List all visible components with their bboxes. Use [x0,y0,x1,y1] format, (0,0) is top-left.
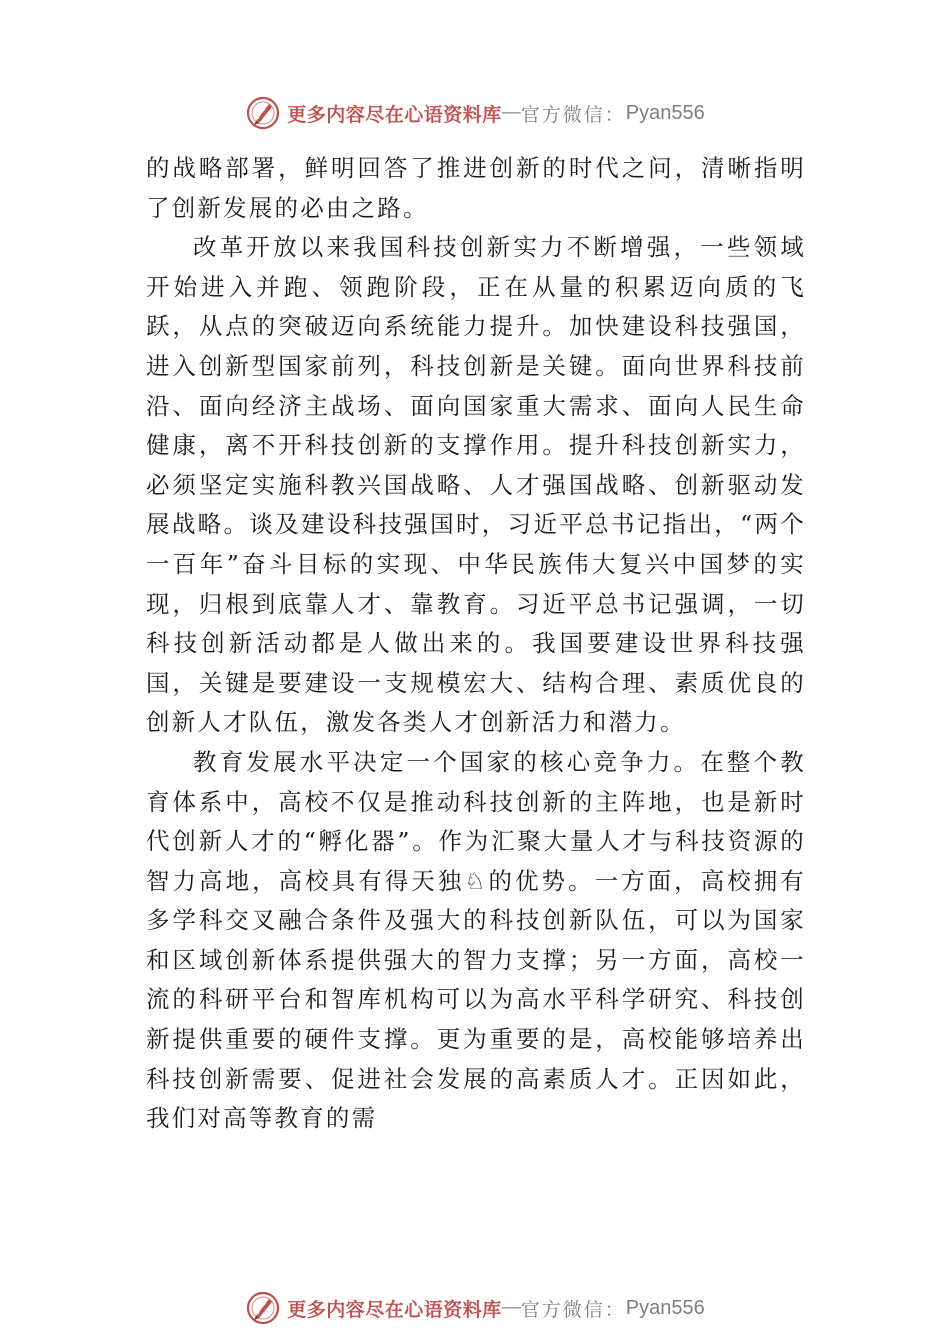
paragraph-2: 改革开放以来我国科技创新实力不断增强，一些领域开始进入并跑、领跑阶段，正在从量的积累迈向质的飞跃，从点的突破迈向系统能力提升。加快建设科技强国，进入创新型国家前列，科技创新是关键。面向世界科技前沿、面向经济主战场、面向国家重大需求、面向人民生命健康，离不开科技创新的支撑作用。提升科技创新实力，必须坚定实施科教兴国战略、人才强国战略、创新驱动发展战略。谈及建设科技强国时，习近平总书记指出，“两个一百年”奋斗目标的实现、中华民族伟大复兴中国梦的实现，归根到底靠人才、靠教育。习近平总书记强调，一切科技创新活动都是人做出来的。我国要建设世界科技强国，关键是要建设一支规模宏大、结构合理、素质优良的创新人才队伍，激发各类人才创新活力和潜力。 [146,233,806,737]
header-banner [0,93,950,133]
banner-title: 更多内容尽在心语资料库 [287,1298,502,1321]
banner-wechat-id: Pyan556 [625,101,705,124]
banner-wechat-label: 官方微信： [520,103,626,126]
banner-wechat-id: Pyan556 [625,1296,705,1319]
banner-wechat-label: 官方微信： [520,1298,626,1321]
banner-separator: — [501,102,521,123]
paragraph-1: 的战略部署，鲜明回答了推进创新的时代之问，清晰指明了创新发展的必由之路。 [146,154,806,222]
document-body [146,149,806,1139]
footer-banner [0,1288,950,1328]
banner-title: 更多内容尽在心语资料库 [287,103,502,126]
pen-logo-icon [245,1290,281,1326]
banner-separator: — [501,1297,521,1318]
paragraph-3: 教育发展水平决定一个国家的核心竞争力。在整个教育体系中，高校不仅是推动科技创新的主阵地，也是新时代创新人才的“孵化器”。作为汇聚大量人才与科技资源的智力高地，高校具有得天独♘的优势。一方面，高校拥有多学科交叉融合条件及强大的科技创新队伍，可以为国家和区域创新体系提供强大的智力支撑；另一方面，高校一流的科研平台和智库机构可以为高水平科学研究、科技创新提供重要的硬件支撑。更为重要的是，高校能够培养出科技创新需要、促进社会发展的高素质人才。正因如此，我们对高等教育的需 [146,747,806,1133]
pen-logo-icon [245,95,281,131]
